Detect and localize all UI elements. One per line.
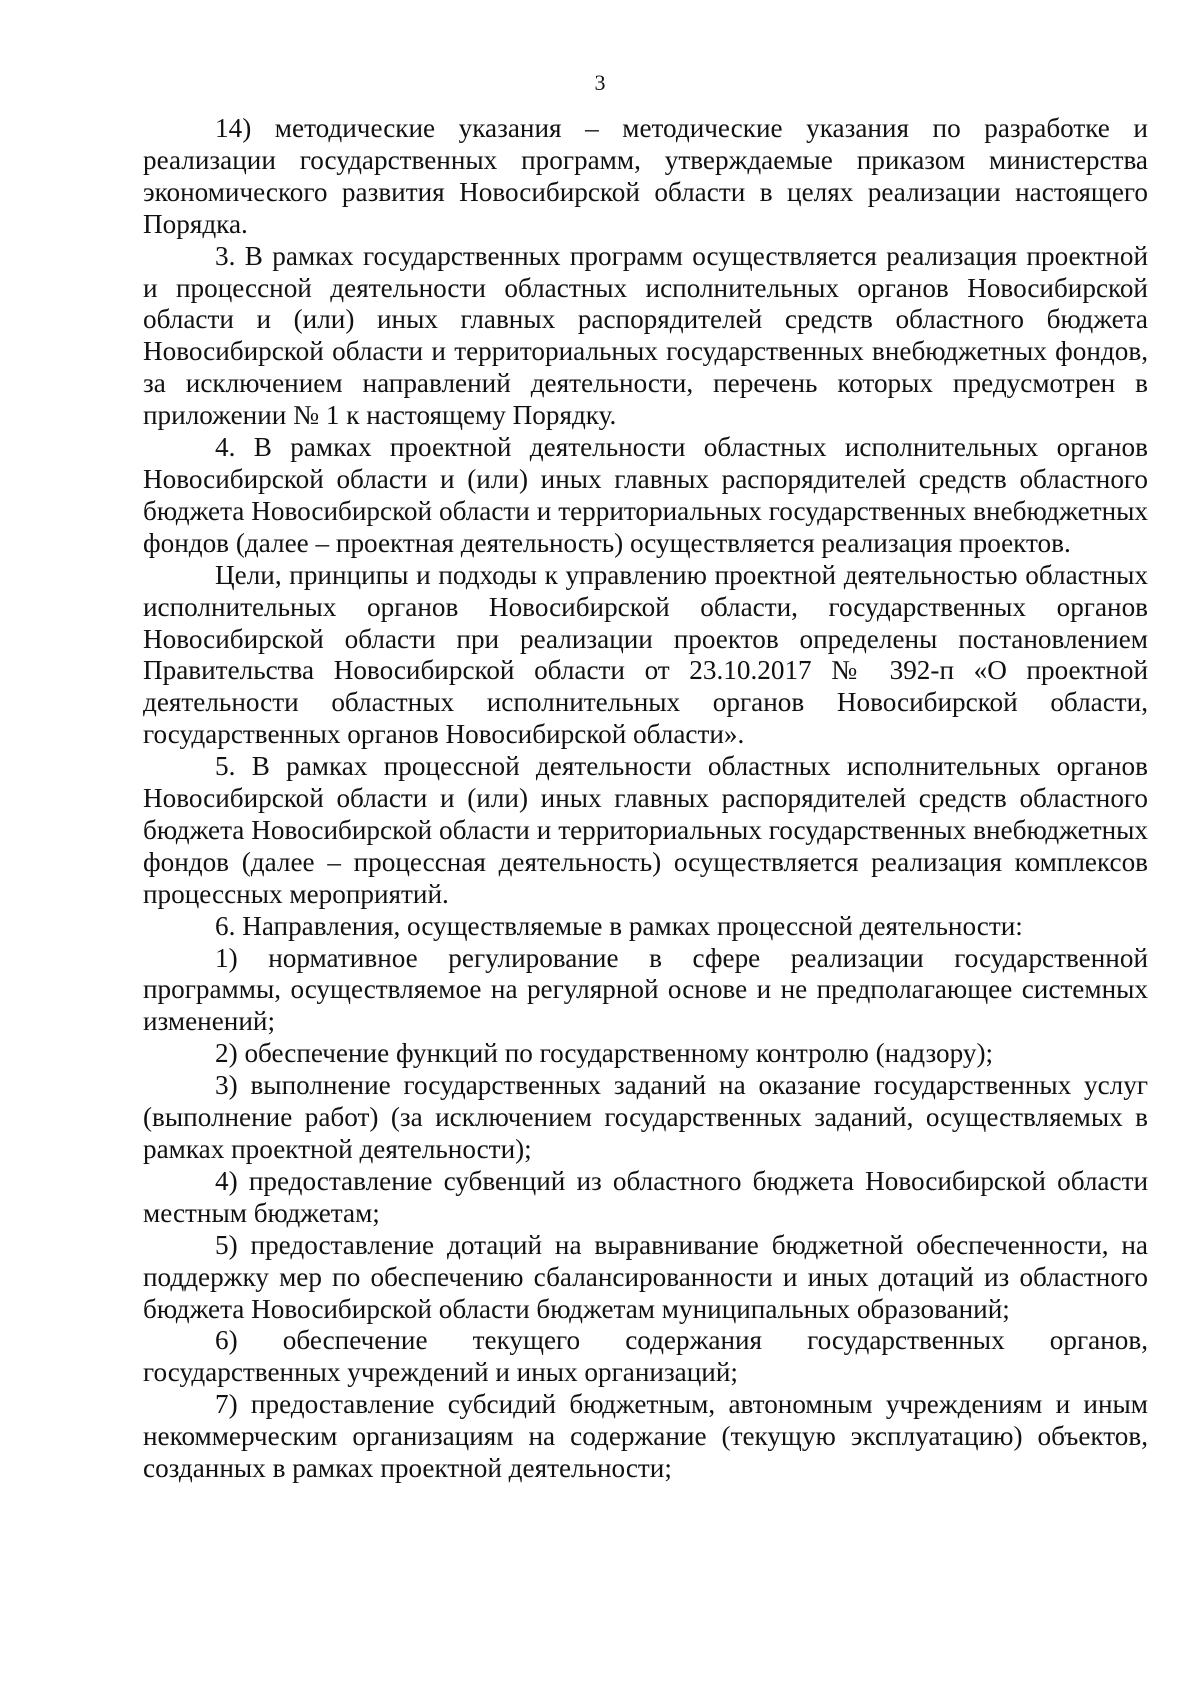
list-item-4: 4) предоставление субвенций из областного бюджета Новосибирской области местным бюджетам; (143, 1165, 1148, 1228)
paragraph-item-14: 14) методические указания – методические указания по разработке и реализации государственных программ, утверждаемые приказом министерства экономического развития Новосибирской области в целях реализации настоящего Порядка. (143, 113, 1148, 239)
list-item-5: 5) предоставление дотаций на выравнивание бюджетной обеспеченности, на поддержку мер по обеспечению сбалансированности и иных дотаций из областного бюджета Новосибирской области бюджетам муниципальных образований; (143, 1229, 1148, 1324)
page-number: 3 (594, 70, 606, 95)
paragraph-section-3: 3. В рамках государственных программ осуществляется реализация проектной и процессной деятельности областных исполнительных органов Новосибирской области и (или) иных главных распорядителей средств областного бюджета Новосибирской области и территориальных государственных внебюджетных фондов, за исключением направлений деятельности, перечень которых предусмотрен в приложении № 1 к настоящему Порядку. (143, 240, 1148, 431)
list-item-3: 3) выполнение государственных заданий на оказание государственных услуг (выполнение работ) (за исключением государственных заданий, осуществляемых в рамках проектной деятельности); (143, 1070, 1148, 1164)
list-item-6: 6) обеспечение текущего содержания государственных органов, государственных учреждений и иных организаций; (143, 1325, 1148, 1388)
list-item-7: 7) предоставление субсидий бюджетным, автономным учреждениям и иным некоммерческим организациям на содержание (текущую эксплуатацию) объектов, созданных в рамках проектной деятельности; (143, 1389, 1148, 1484)
document-body (143, 113, 1148, 1485)
paragraph-section-4: 4. В рамках проектной деятельности областных исполнительных органов Новосибирской области и (или) иных главных распорядителей средств областного бюджета Новосибирской области и территориальных государственных внебюджетных фондов (далее – проектная деятельность) осуществляется реализация проектов. (143, 432, 1148, 558)
paragraph-section-6: 6. Направления, осуществляемые в рамках процессной деятельности: (215, 910, 1023, 941)
paragraph-project-goals: Цели, принципы и подходы к управлению проектной деятельностью областных исполнительных органов Новосибирской области, государственных органов Новосибирской области при реализации проектов определены постановлением Правительства Новосибирской области от 23.10.2017 № 392-п «О проектной деятельности областных исполнительных органов Новосибирской области, государственных органов Новосибирской области». (143, 559, 1148, 750)
paragraph-section-5: 5. В рамках процессной деятельности областных исполнительных органов Новосибирской области и (или) иных главных распорядителей средств областного бюджета Новосибирской области и территориальных государственных внебюджетных фондов (далее – процессная деятельность) осуществляется реализация комплексов процессных мероприятий. (143, 751, 1148, 909)
list-item-1: 1) нормативное регулирование в сфере реализации государственной программы, осуществляемое на регулярной основе и не предполагающее системных изменений; (143, 942, 1148, 1037)
list-item-2: 2) обеспечение функций по государственному контролю (надзору); (215, 1038, 994, 1069)
